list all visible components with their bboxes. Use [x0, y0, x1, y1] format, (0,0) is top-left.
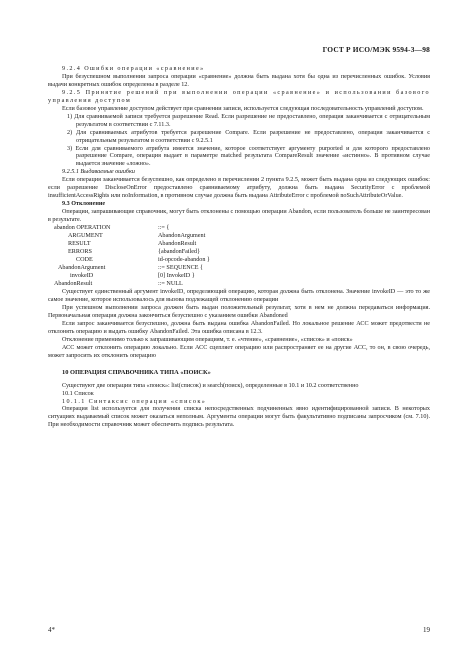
paragraph: При безуспешном выполнении запроса операции «сравнение» должна быть выдана хотя бы одна из перечисленных ошибок. Условия выдачи конкретных ошибок определены в разделе 12. — [48, 73, 430, 88]
paragraph: Существует единственный аргумент invokeID, определяющий операцию, которая должна быть отклонена. Значение invokeID — это то же самое значение, которое использовалось для вызова подлежащей отклонению операции — [48, 289, 430, 304]
code-line: {abandonFailed} — [158, 249, 201, 256]
code-line: ERRORS — [68, 249, 92, 256]
list-item: 3) Если для сравниваемого атрибута имеется значение, которое соответствует аргументу purported и для которого предоставлено разрешение Compare, операция выдает в параметре matched результата CompareResult значение «истинно». В противном случае выдается значение «ложно». — [67, 145, 430, 168]
code-line: RESULT — [68, 241, 91, 248]
subsection-heading: 9.2.5 Принятие решений при выполнении операции «сравнение» и использовании базового управления доступом — [48, 89, 430, 104]
code-line: id-opcode-abandon } — [158, 257, 210, 264]
page-number: 19 — [423, 626, 430, 634]
paragraph: Существуют две операции типа «поиск»: list(список) и search(поиск), определенные в 10.1 и 10.2 соответственно — [62, 382, 359, 389]
footer-signature-mark: 4* — [48, 626, 55, 634]
document-body — [48, 66, 430, 430]
paragraph: Если операция заканчивается безуспешно, как определено в перечислении 2 пункта 9.2.5, может быть выдана одна из следующих ошибок: если разрешение DiscloseOnError предоставлено сравниваемому атрибуту, должна быть выдана SecurityError с проблемой insufficientAccessRights или noInformation, в противном случае должна быть выдана AttributeError с проблемой noSuchAttributeOrValue. — [48, 177, 430, 200]
paragraph: Операции, запрашивающие справочник, могут быть отклонены с помощью операции Abandon, если пользователь больше не заинтересован в результате. — [48, 209, 430, 224]
paragraph: Если базовое управление доступом действует при сравнении записи, используется следующая последовательность управлений доступом. — [62, 105, 424, 112]
section-heading: 10 ОПЕРАЦИЯ СПРАВОЧНИКА ТИПА «ПОИСК» — [62, 368, 211, 376]
code-line: ::= NULL — [158, 281, 183, 288]
list-item: 2) Для сравниваемых атрибутов требуется разрешение Compare. Если разрешение не предоставлено, операция заканчивается с отрицательным результатом в соответствии с 9.2.5.1 — [67, 129, 430, 144]
asn1-definition — [48, 225, 430, 289]
code-line: ::= { — [158, 225, 170, 232]
list-item: 1) Для сравниваемой записи требуется разрешение Read. Если разрешение не предоставлено, операция заканчивается с отрицательным результатом в соответствии с 7.11.3. — [67, 113, 430, 128]
code-line: ARGUMENT — [68, 233, 103, 240]
paragraph: При успешном выполнении запроса должен быть выдан положительный результат, хотя в нем не должна передаваться информация. Первоначальная операция должна закончиться безуспешно с указанием ошибки Abandoned — [48, 304, 430, 319]
code-line: CODE — [76, 257, 93, 264]
subsection-heading: 10.1 Список — [62, 390, 94, 397]
code-line: ::= SEQUENCE { — [158, 265, 203, 272]
code-line: [0] InvokeID } — [158, 273, 195, 280]
subsection-heading: 9.3 Отклонение — [62, 201, 106, 208]
paragraph: АСС может отклонить операцию локально. Если АСС сцепляет операцию или распространяет ее на другие АСС, то он, в свою очередь, может запросить их отклонить операцию — [48, 344, 430, 359]
code-line: invokeID — [70, 273, 94, 280]
code-line: AbandonArgument — [158, 233, 206, 240]
subsection-heading: 10.1.1 Синтаксис операции «список» — [62, 398, 207, 405]
code-line: AbandonResult — [158, 241, 197, 248]
code-line: abandon OPERATION — [54, 225, 111, 232]
subsection-heading: 9.2.4 Ошибки операции «сравнение» — [62, 66, 205, 72]
paragraph: Отклонение применимо только к запрашивающим операциям, т. е. «чтение», «сравнение», «список» и «поиск» — [62, 336, 353, 343]
paragraph: Операция list используется для получения списка непосредственных подчиненных явно идентифицированной записи. В некоторых ситуациях выдаваемый список может оказаться неполным. Аргументы операции могут быть факультативно подписаны запросчиком (см. 7.10). При необходимости справочник может обеспечить подпись результата. — [48, 406, 430, 429]
code-line: AbandonResult — [54, 281, 93, 288]
paragraph: Если запрос заканчивается безуспешно, должна быть выдана ошибка AbandonFailed. Но локальное решение АСС может предотвести не отклонять операцию и выдать ошибку AbandonFailed. Эта ошибка описана в 12.3. — [48, 320, 430, 335]
page-header: ГОСТ Р ИСО/МЭК 9594-3—98 — [322, 45, 430, 54]
code-line: AbandonArgument — [58, 265, 106, 272]
subsection-heading: 9.2.5.1 Выдаваемые ошибки — [62, 169, 135, 176]
